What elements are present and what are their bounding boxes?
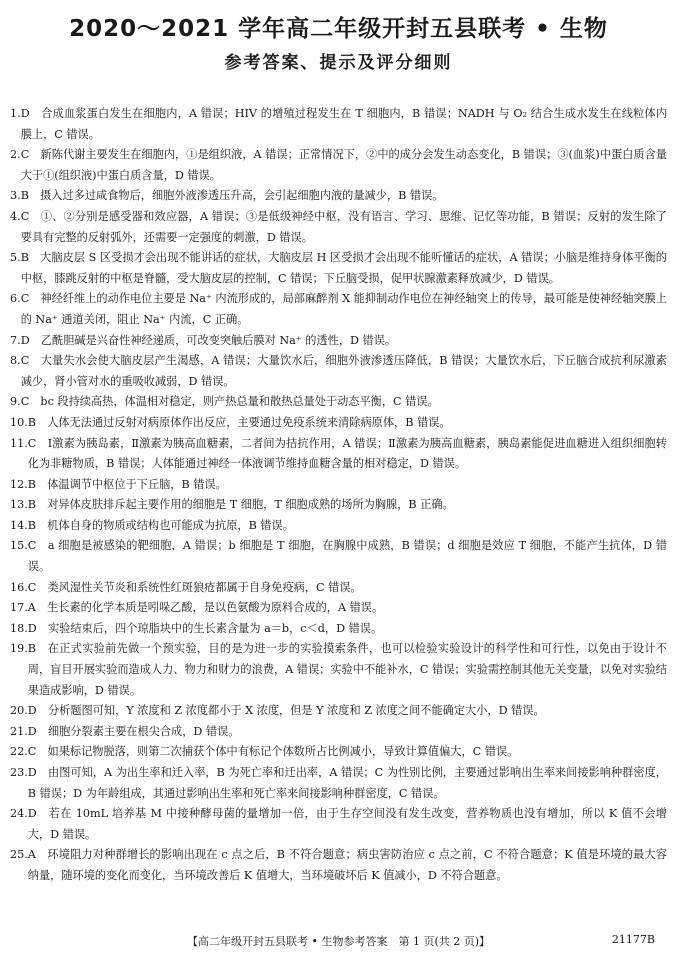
answer-number: 4. <box>10 209 21 223</box>
answer-number: 14. <box>10 518 28 532</box>
footer-page-info: 【高二年级开封五县联考 • 生物参考答案 第 1 页(共 2 页)】 <box>186 935 491 948</box>
answer-text: D 乙酰胆碱是兴奋性神经递质，可改变突触后膜对 Na⁺ 的透性，D 错误。 <box>20 333 397 347</box>
answer-number: 2. <box>10 148 21 162</box>
answer-item <box>10 434 667 475</box>
answer-item <box>10 619 667 640</box>
answer-text: C 新陈代谢主要发生在细胞内，①是组织液，A 错误；正常情况下，②中的成分会发生动态变化，B 错误；③(血浆)中蛋白质含量大于①(组织液)中蛋白质含量，D 错误。 <box>20 148 667 182</box>
answer-text: D 合成血浆蛋白发生在细胞内，A 错误；HIV 的增殖过程发生在 T 细胞内，B 错误；NADH 与 O₂ 结合生成水发生在线粒体内膜上，C 错误。 <box>20 107 667 141</box>
answer-number: 21. <box>10 724 28 738</box>
answer-number: 16. <box>10 580 28 594</box>
answer-list <box>10 104 667 887</box>
answer-text: D 细胞分裂素主要在根尖合成，D 错误。 <box>27 724 240 738</box>
answer-text: C 如果标记物脱落，则第二次捕获个体中有标记个体数所占比例减小，导致计算值偏大，C 错误。 <box>27 745 519 759</box>
answer-number: 20. <box>10 704 28 718</box>
answer-item <box>10 475 667 496</box>
answer-item <box>10 392 667 413</box>
answer-number: 12. <box>10 477 28 491</box>
answer-number: 10. <box>10 415 28 429</box>
answer-text: C 类风湿性关节炎和系统性红斑狼疮都属于自身免疫病，C 错误。 <box>27 580 362 594</box>
answer-item <box>10 742 667 763</box>
answer-item <box>10 578 667 599</box>
answer-item <box>10 207 667 248</box>
answer-number: 15. <box>10 539 28 553</box>
answer-text: A 环境阻力对种群增长的影响出现在 c 点之后，B 不符合题意；病虫害防治应 c 点之前，C 不符合题意；K 值是环境的最大容纳量，随环境的变化而变化，当环境改善后 K 值增大，当环境破坏后 K 值减小，D 不符合题意。 <box>27 848 667 882</box>
answer-number: 7. <box>10 333 21 347</box>
answer-number: 23. <box>10 766 28 779</box>
answer-number: 3. <box>10 189 21 203</box>
answer-number: 17. <box>10 601 28 615</box>
answer-text: C Ⅰ激素为胰岛素，Ⅱ激素为胰高血糖素，二者间为拮抗作用，A 错误；Ⅱ激素为胰高血糖素，胰岛素能促进血糖进入组织细胞转化为非糖物质，B 错误；人体能通过神经一体液调节维持血糖含量的相对稳定，D 错误。 <box>27 436 667 471</box>
answer-text: B 机体自身的物质或结构也可能成为抗原，B 错误。 <box>27 518 294 532</box>
answer-text: D 分析题图可知，Y 浓度和 Z 浓度都小于 X 浓度，但是 Y 浓度和 Z 浓度之间不能确定大小，D 错误。 <box>27 704 545 718</box>
answer-number: 19. <box>10 642 28 656</box>
answer-number: 6. <box>10 292 21 306</box>
answer-number: 25. <box>10 848 28 862</box>
answer-item <box>10 804 667 845</box>
answer-number: 11. <box>10 436 28 450</box>
answer-text: B 对异体皮肤排斥起主要作用的细胞是 T 细胞，T 细胞成熟的场所为胸腺，B 正确。 <box>27 498 454 512</box>
answer-text: D 实验结束后，四个琼脂块中的生长素含量为 a＝b，c＜d，D 错误。 <box>27 621 383 635</box>
answer-text: C bc 段持续高热，体温相对稳定，则产热总量和散热总量处于动态平衡，C 错误。 <box>20 395 439 409</box>
answer-text: B 摄入过多过咸食物后，细胞外液渗透压升高，会引起细胞内液的量减少，B 错误。 <box>20 189 444 203</box>
answer-item <box>10 701 667 722</box>
answer-item <box>10 248 667 289</box>
answer-item <box>10 763 667 804</box>
answer-item <box>10 331 667 352</box>
answer-text: C 神经纤维上的动作电位主要是 Na⁺ 内流形成的，局部麻醉剂 X 能抑制动作电位在神经轴突上的传导，最可能是使神经轴突膜上的 Na⁺ 通道关闭，阻止 Na⁺ 内流，C 正确。 <box>20 292 667 326</box>
answer-number: 18. <box>10 621 28 635</box>
answer-text: A 生长素的化学本质是吲哚乙酸，是以色氨酸为原料合成的，A 错误。 <box>27 601 384 615</box>
answer-text: C a 细胞是被感染的靶细胞，A 错误；b 细胞是 T 细胞，在胸腺中成熟，B 错误；d 细胞是效应 T 细胞，不能产生抗体，D 错误。 <box>27 539 667 574</box>
answer-item <box>10 413 667 434</box>
answer-item <box>10 722 667 743</box>
answer-number: 1. <box>10 107 21 120</box>
answer-item <box>10 516 667 537</box>
answer-number: 24. <box>10 807 28 821</box>
answer-number: 5. <box>10 251 21 265</box>
answer-text: B 人体无法通过反射对病原体作出反应，主要通过免疫系统来清除病原体，B 错误。 <box>27 415 451 429</box>
answer-number: 22. <box>10 745 28 759</box>
answer-number: 9. <box>10 395 21 409</box>
answer-text: C 大量失水会使大脑皮层产生渴感，A 错误；大量饮水后，细胞外液渗透压降低，B 错误；大量饮水后，下丘脑合成抗利尿激素减少，肾小管对水的重吸收减弱，D 错误。 <box>20 354 667 388</box>
answer-item <box>10 845 667 886</box>
answer-text: C ①、②分别是感受器和效应器，A 错误；③是低级神经中枢，没有语言、学习、思维、记忆等功能，B 错误；反射的发生除了要具有完整的反射弧外，还需要一定强度的刺激，D 错误。 <box>20 209 667 244</box>
answer-text: B 大脑皮层 S 区受损才会出现不能讲话的症状，大脑皮层 H 区受损才会出现不能听懂话的症状，A 错误；小脑是维持身体平衡的中枢，膝跳反射的中枢是脊髓，受大脑皮层的控制，C 错误；下丘脑受损，促甲状腺激素释放减少，D 错误。 <box>20 251 667 285</box>
answer-item <box>10 536 667 577</box>
answer-item <box>10 289 667 330</box>
answer-text: B 体温调节中枢位于下丘脑，B 错误。 <box>27 477 227 491</box>
answer-item <box>10 104 667 145</box>
answer-item <box>10 186 667 207</box>
answer-item <box>10 598 667 619</box>
document-title: 2020～2021 学年高二年级开封五县联考 • 生物 <box>69 16 608 42</box>
document-subtitle: 参考答案、提示及评分细则 <box>224 53 453 73</box>
answer-item <box>10 639 667 701</box>
answer-item <box>10 495 667 516</box>
footer-doc-code: 21177B <box>611 933 655 946</box>
answer-item <box>10 351 667 392</box>
answer-item <box>10 145 667 186</box>
answer-text: D 若在 10mL 培养基 M 中接种酵母菌的量增加一倍，由于生存空间没有发生改变，营养物质也没有增加，所以 K 值不会增大，D 错误。 <box>27 807 667 841</box>
answer-number: 8. <box>10 354 21 368</box>
answer-number: 13. <box>10 498 28 512</box>
answer-text: B 在正式实验前先做一个预实验，目的是为进一步的实验摸索条件，也可以检验实验设计的科学性和可行性，以免由于设计不周，盲目开展实验而造成人力、物力和财力的浪费，A 错误；实验中不能补水，C 错误；实验需控制其他无关变量，以免对实验结果造成影响，D 错误。 <box>27 642 667 697</box>
page-footer <box>0 933 677 949</box>
answer-text: D 由图可知，A 为出生率和迁入率，B 为死亡率和迁出率，A 错误；C 为性别比例，主要通过影响出生率来间接影响种群密度，B 错误；D 为年龄组成，其通过影响出生率和死亡率来间接影响种群密度，C 错误。 <box>27 766 667 800</box>
